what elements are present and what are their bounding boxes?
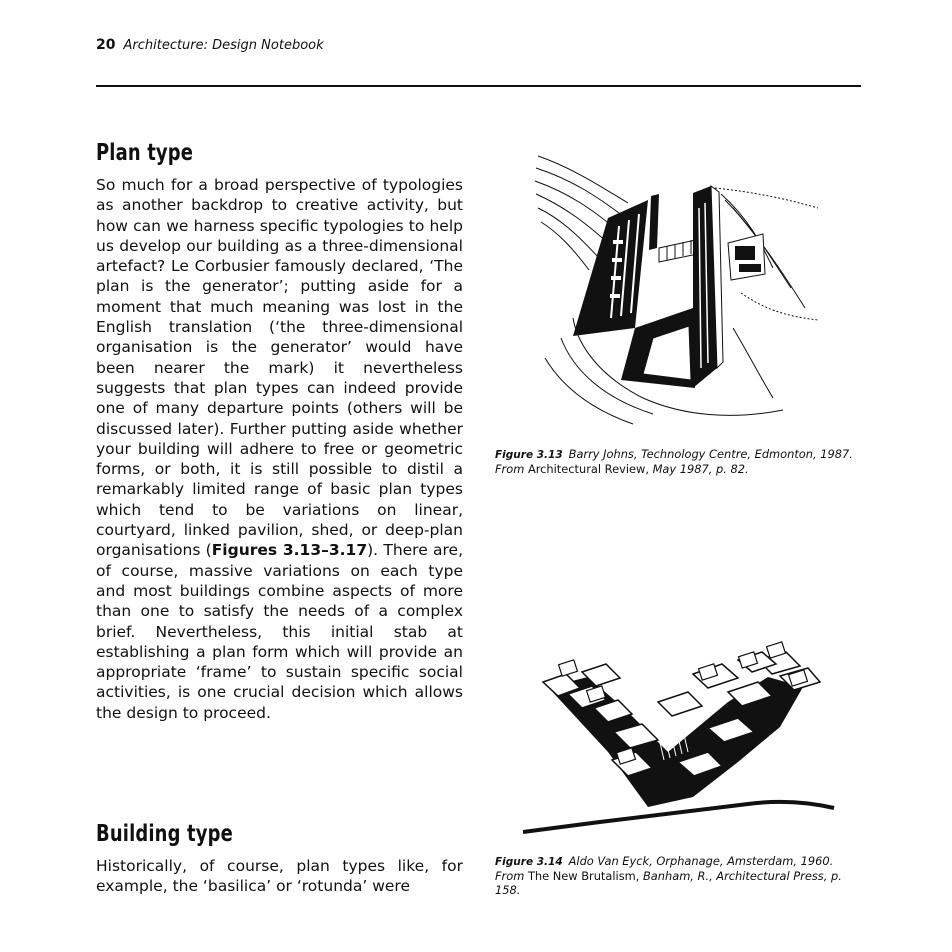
header-rule	[96, 85, 861, 87]
running-head	[96, 36, 324, 55]
section-heading-building-type: Building type	[96, 821, 233, 847]
caption-source: The New Brutalism,	[527, 869, 640, 883]
page-number: 20	[96, 37, 116, 53]
caption-text: Barry Johns, Technology Centre, Edmonton, 1987. From	[495, 447, 853, 476]
figure-3-14-illustration	[518, 632, 838, 844]
caption-source: Architectural Review,	[527, 462, 649, 476]
section-heading-plan-type: Plan type	[96, 140, 194, 166]
figure-3-13-caption	[495, 447, 860, 476]
body-text-part-2: ). There are, of course, massive variations on each type and most buildings combine aspects of more than one to satisfy the needs of a complex brief. Nevertheless, this initial stab at establishing a plan form which will provide an appropriate ‘frame’ to sustain specific social activities, is one crucial decision which allows the design to proceed.	[96, 541, 464, 722]
body-text-building-type: Historically, of course, plan types like, for example, the ‘basilica’ or ‘rotunda’ were	[96, 857, 463, 896]
book-title: Architecture: Design Notebook	[123, 38, 324, 53]
body-text-part-1: So much for a broad perspective of typologies as another backdrop to creative activity, but how can we harness specific typologies to help us develop our building as a three-dimensional artefact? Le Corbusier famously declared, ‘The plan is the generator’; putting aside for a moment that much meaning was lost in the English translation (‘the three-dimensional organisation is the generator’ would have been nearer the mark) it nevertheless suggests that plan types can indeed provide one of many departure points (others will be discussed later). Further putting aside whether your building will adhere to free or geometric forms, or both, it is still possible to distil a remarkably limited range of basic plan types which tend to be variations on linear, courtyard, linked pavilion, shed, or deep-plan organisations (	[96, 176, 463, 560]
figure-label: Figure 3.13	[495, 449, 563, 461]
caption-suffix: Banham, R., Architectural Press, p. 158.	[495, 869, 842, 897]
caption-text: Aldo Van Eyck, Orphanage, Amsterdam, 1960. From	[495, 854, 834, 883]
figure-3-13-illustration	[533, 148, 823, 428]
figure-label: Figure 3.14	[495, 856, 563, 868]
body-text-plan-type	[96, 175, 463, 723]
figure-3-14-caption	[495, 854, 860, 897]
caption-suffix: May 1987, p. 82.	[652, 462, 749, 476]
figure-reference: Figures 3.13–3.17	[211, 541, 368, 560]
